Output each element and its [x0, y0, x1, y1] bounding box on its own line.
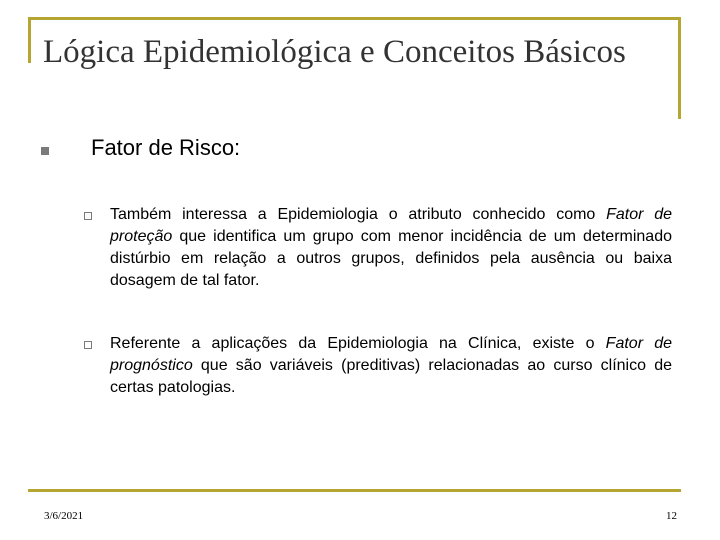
footer-page-number: 12	[666, 510, 677, 522]
footer-date: 3/6/2021	[44, 510, 84, 522]
text-segment: que são variáveis (preditivas) relacionadas ao curso clínico de certas patologias.	[110, 357, 672, 396]
sub-bullet-text-prognosis	[110, 333, 672, 399]
term-fator-de-protecao: Fator de proteção	[110, 206, 672, 245]
hollow-square-bullet-icon	[84, 341, 92, 349]
frame-bottom-line	[28, 489, 681, 492]
text-segment: Referente a aplicações da Epidemiologia na Clínica, existe o	[110, 335, 606, 352]
filled-square-bullet-icon	[41, 147, 49, 155]
frame-right-line	[678, 17, 681, 119]
term-fator-de-prognostico: Fator de prognóstico	[110, 335, 673, 374]
text-segment: Também interessa a Epidemiologia o atributo conhecido como	[110, 206, 607, 223]
hollow-square-bullet-icon	[84, 212, 92, 220]
sub-bullet-text-protection	[110, 204, 672, 292]
frame-left-line	[28, 17, 31, 63]
slide-title: Lógica Epidemiológica e Conceitos Básicos	[43, 34, 626, 70]
text-segment: que identifica um grupo com menor incidência de um determinado distúrbio em relação a outros grupos, definidos pela ausência ou baixa dosagem de tal fator.	[110, 228, 672, 289]
bullet-heading: Fator de Risco:	[91, 135, 241, 160]
frame-top-line	[28, 17, 681, 20]
